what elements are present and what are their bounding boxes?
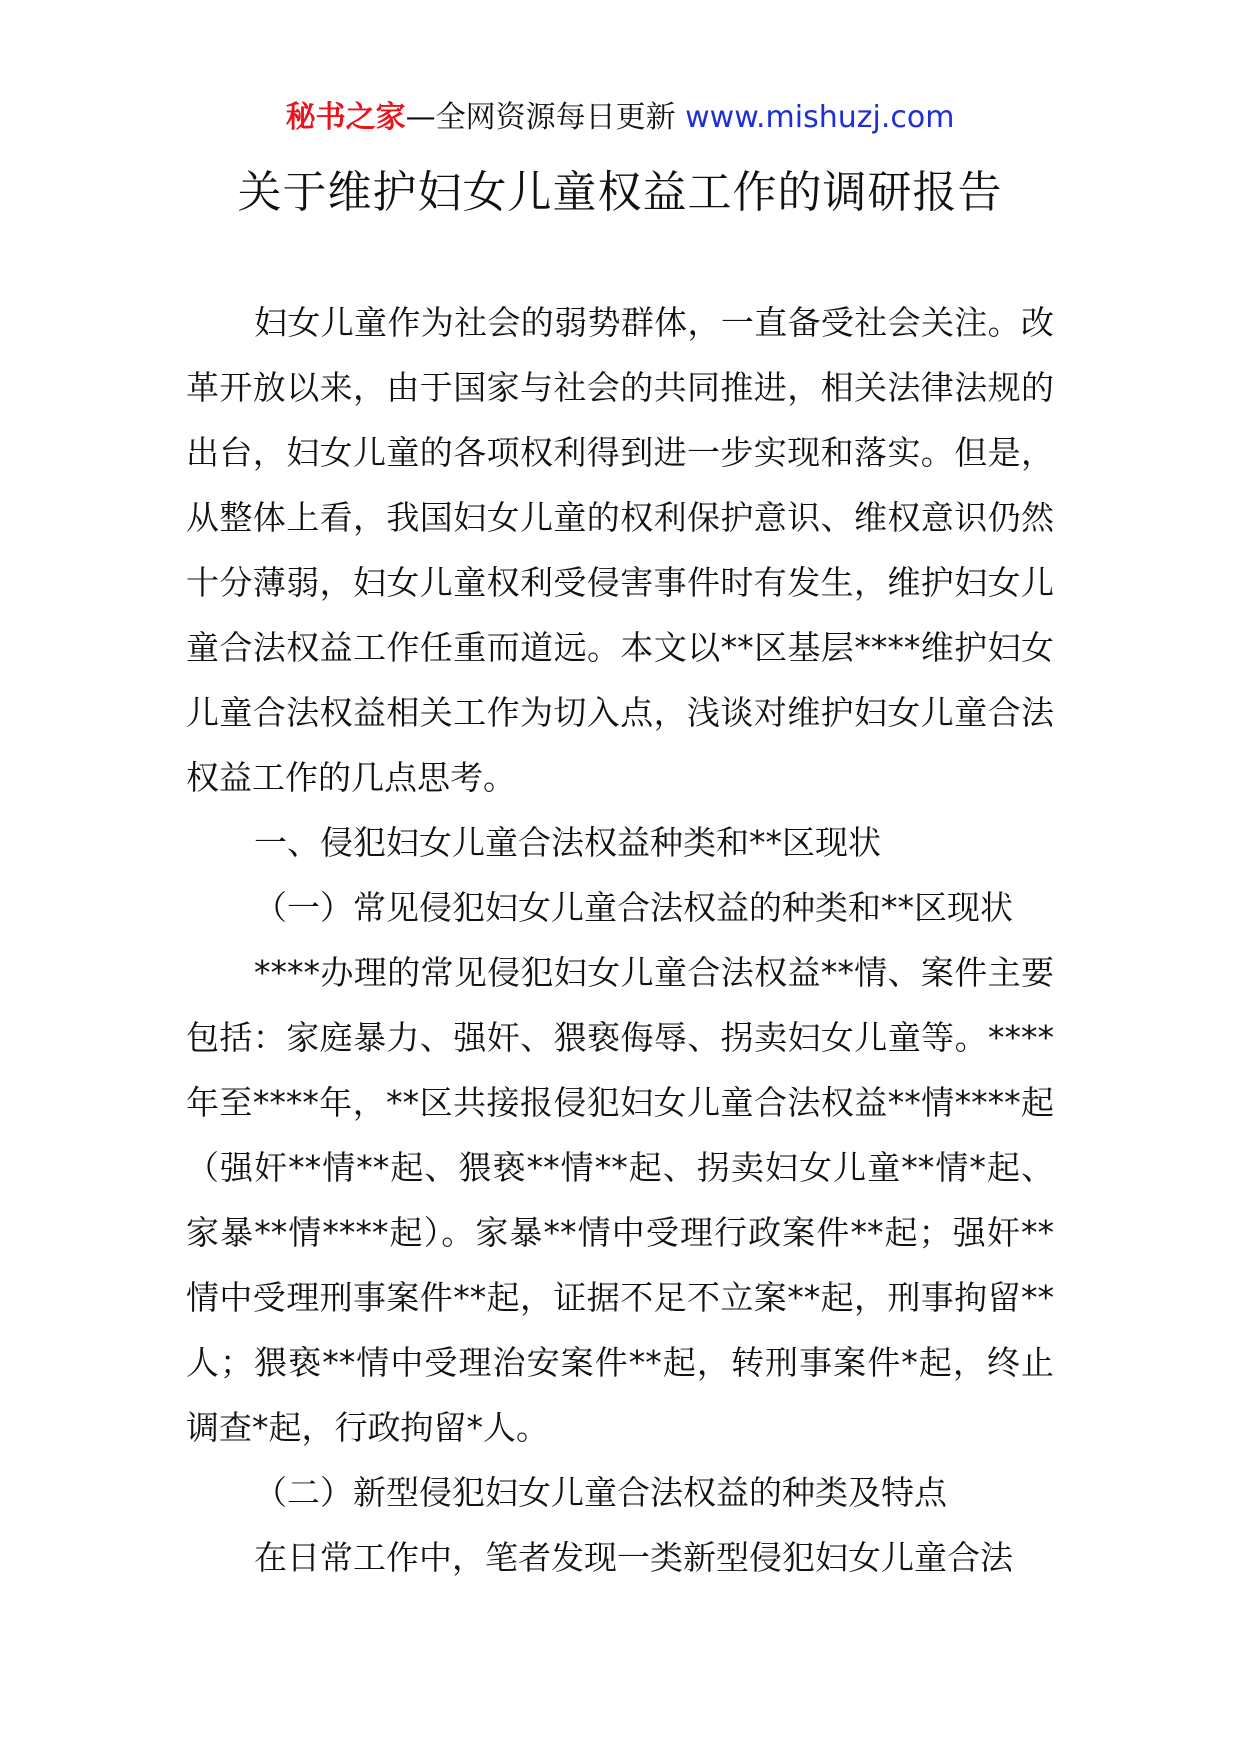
site-slogan: —全网资源每日更新 — [405, 100, 686, 135]
site-brand: 秘书之家 — [285, 100, 406, 135]
paragraph-statistics: ****办理的常见侵犯妇女儿童合法权益**情、案件主要包括：家庭暴力、强奸、猥亵侮辱、拐卖妇女儿童等。****年至****年，**区共接报侵犯妇女儿童合法权益**情****起（强奸**情**起、猥亵**情**起、拐卖妇女儿童**情*起、家暴**情****起）。家暴**情中受理行政案件**起；强奸**情中受理刑事案件**起，证据不足不立案**起，刑事拘留**人；猥亵**情中受理治安案件**起，转刑事案件*起，终止调查*起，行政拘留*人。 — [186, 953, 1054, 1447]
section-heading-1: 一、侵犯妇女儿童合法权益种类和**区现状 — [254, 823, 881, 862]
paragraph-intro: 妇女儿童作为社会的弱势群体，一直备受社会关注。改革开放以来，由于国家与社会的共同推进，相关法律法规的出台，妇女儿童的各项权利得到进一步实现和落实。但是，从整体上看，我国妇女儿童的权利保护意识、维权意识仍然十分薄弱，妇女儿童权利受侵害事件时有发生，维护妇女儿童合法权益工作任重而道远。本文以**区基层****维护妇女儿童合法权益相关工作为切入点，浅谈对维护妇女儿童合法权益工作的几点思考。 — [186, 303, 1054, 797]
document-title: 关于维护妇女儿童权益工作的调研报告 — [237, 167, 1003, 218]
subsection-heading-1: （一）常见侵犯妇女儿童合法权益的种类和**区现状 — [254, 888, 1013, 927]
paragraph-new-type: 在日常工作中，笔者发现一类新型侵犯妇女儿童合法 — [254, 1538, 1013, 1577]
watermark-header — [0, 98, 1240, 138]
document-body — [186, 290, 1054, 1590]
site-url-link[interactable]: www.mishuzj.com — [685, 100, 955, 135]
subsection-heading-2: （二）新型侵犯妇女儿童合法权益的种类及特点 — [254, 1473, 947, 1512]
